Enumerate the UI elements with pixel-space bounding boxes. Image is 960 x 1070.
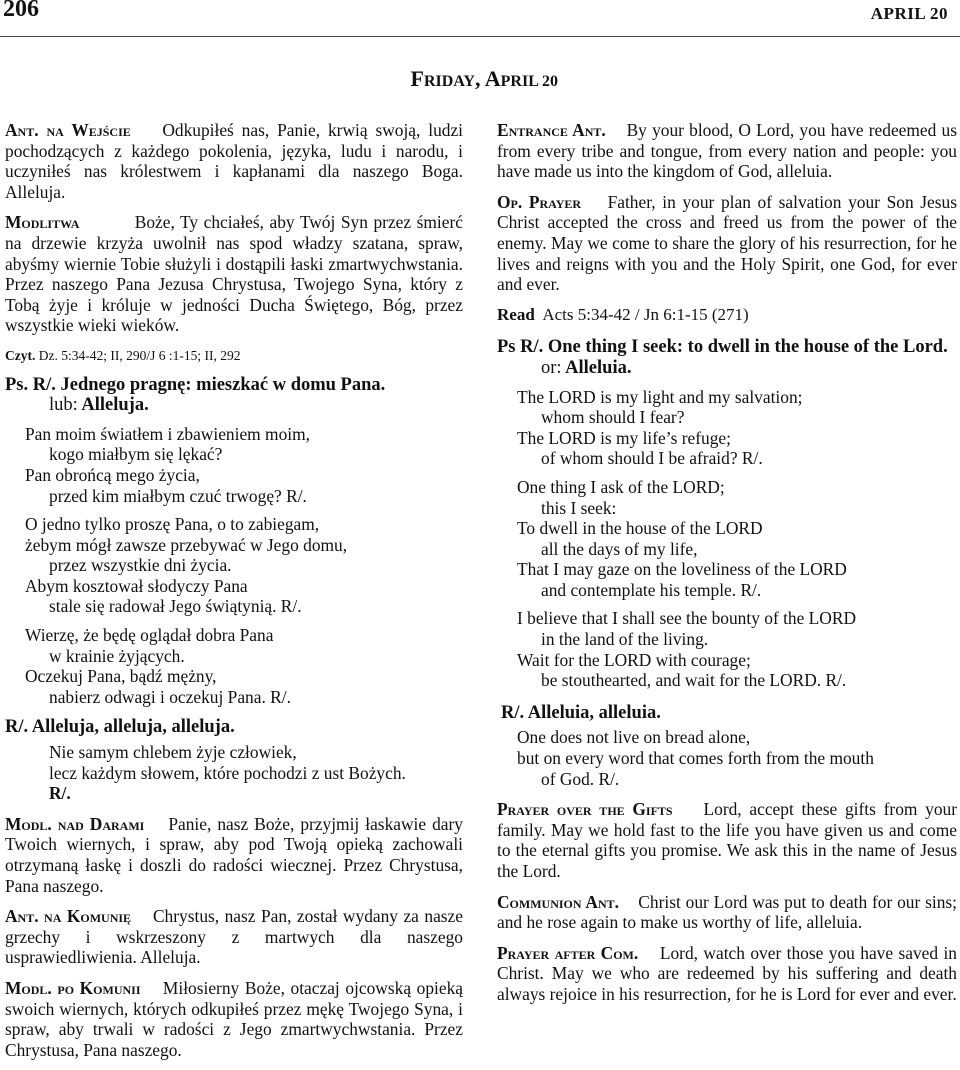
day-title: FRIDAY, APRIL 20 xyxy=(410,66,558,91)
polish-column xyxy=(5,120,463,1070)
reading-ref-en: Read Acts 5:34-42 / Jn 6:1-15 (271) xyxy=(497,304,749,324)
gospel-acclamation-pl: Nie samym chlebem żyje człowiek, lecz każdym słowem, które pochodzi z ust Bożych. R/. xyxy=(49,742,406,804)
stanza: I believe that I shall see the bounty of the LORD in the land of the living. Wait for the LORD with courage; be stouthearted, and wait for the LORD. R/. xyxy=(517,608,857,691)
entrance-antiphon-en: Entrance Ant. By your blood, O Lord, you have redeemed us from every tribe and tongue, from every nation and people: you have made us into the kingdom of God, alleluia. xyxy=(497,120,958,182)
prayer-after-communion-pl: Modl. po Komunii Miłosierny Boże, otaczaj ojcowską opieką swoich wiernych, których odkupiłeś przez mękę Twojego Syna, i spraw, aby trwali w radości z Jego zmartwychwstania. Przez Chrystusa, Pana naszego. xyxy=(5,977,464,1060)
stanza: Wierzę, że będę oglądał dobra Pana w krainie żyjących. Oczekuj Pana, bądź mężny, nabierz odwagi i oczekuj Pana. R/. xyxy=(25,625,291,707)
collect-en: Op. Prayer Father, in your plan of salvation your Son Jesus Christ accepted the cross and freed us from the power of the enemy. May we come to share the glory of his resurrection, for he lives and reigns with you and the Holy Spirit, one God, for ever and ever. xyxy=(497,191,958,295)
prayer-over-gifts-pl: Modl. nad Darami Panie, nasz Boże, przyjmij łaskawie dary Twoich wiernych, i spraw, aby pod Twoją opieką zachowali otrzymaną łaskę i doszli do radości wiecznej. Przez Chrystusa, Pana naszego. xyxy=(5,813,463,896)
stanza: The LORD is my light and my salvation; whom should I fear? The LORD is my life’s refuge; of whom should I be afraid? R/. xyxy=(517,386,803,469)
english-column xyxy=(497,120,957,1015)
gospel-acclamation-en: One does not live on bread alone, but on every word that comes forth from the mouth of God. R/. xyxy=(517,727,874,789)
running-head: APRIL 20 xyxy=(870,4,948,23)
collect-pl: Modlitwa Boże, Ty chciałeś, aby Twój Syn przez śmierć na drzewie krzyża uwolnił nas spod władzy szatana, spraw, abyśmy wiernie Tobie służyli i dostąpili łaski zmartwychwstania. Przez naszego Pana Jezusa Chrystusa, Twojego Syna, który z Tobą żyje i króluje w jedności Ducha Świętego, Bóg, przez wszystkie wieki wieków. xyxy=(5,212,463,336)
psalm-pl xyxy=(5,424,463,708)
stanza: One thing I ask of the LORD; this I seek: To dwell in the house of the LORD all the days of my life, That I may gaze on the loveliness of the LORD and contemplate his temple. R/. xyxy=(517,476,847,600)
communion-antiphon-en: Communion Ant. Christ our Lord was put to death for our sins; and he rose again to make us worthy of life, alleluia. xyxy=(497,891,958,933)
page-number: 206 xyxy=(3,0,39,22)
entrance-antiphon-pl: Ant. na Wejście Odkupiłeś nas, Panie, krwią swoją, ludzi pochodzących z każdego pokolenia, języka, ludu i narodu, i uczyniłeś nas królestwem i kapłanami dla naszego Boga. Alleluja. xyxy=(5,120,464,202)
psalm-response-en: Ps R/. One thing I seek: to dwell in the house of the Lord. or: Alleluia. xyxy=(497,337,948,378)
prayer-after-communion-en: Prayer after Com. Lord, watch over those you have saved in Christ. May we who are redeemed by his suffering and death always rejoice in his resurrection, for he is Lord for ever and ever. xyxy=(497,942,958,1004)
reading-ref-pl: Czyt. Dz. 5:34-42; II, 290/J 6 :1-15; II, 292 xyxy=(5,347,241,363)
stanza: O jedno tylko proszę Pana, o to zabiegam, żebym mógł zawsze przebywać w Jego domu, przez wszystkie dni życia. Abym kosztował słodyczy Pana stale się radował Jego świątynią. R/. xyxy=(25,514,348,617)
psalm-en xyxy=(497,387,957,691)
prayer-over-gifts-en: Prayer over the Gifts Lord, accept these gifts from your family. May we hold fast to the life you have given us and come to the eternal gifts you promise. We ask this in the name of Jesus the Lord. xyxy=(497,799,958,881)
alleluia-response-pl: R/. Alleluja, alleluja, alleluja. xyxy=(5,717,235,738)
header-rule xyxy=(0,36,960,37)
stanza: Pan moim światłem i zbawieniem moim, kogo miałbym się lękać? Pan obrońcą mego życia, przed kim miałbym czuć trwogę? R/. xyxy=(25,423,310,506)
communion-antiphon-pl: Ant. na Komunię Chrystus, nasz Pan, został wydany za nasze grzechy i wskrzeszony z martwych dla naszego usprawiedliwienia. Alleluja. xyxy=(5,906,463,968)
psalm-response-pl: Ps. R/. Jednego pragnę: mieszkać w domu Pana. lub: Alleluja. xyxy=(5,374,386,416)
alleluia-response-en: R/. Alleluia, alleluia. xyxy=(501,702,661,723)
